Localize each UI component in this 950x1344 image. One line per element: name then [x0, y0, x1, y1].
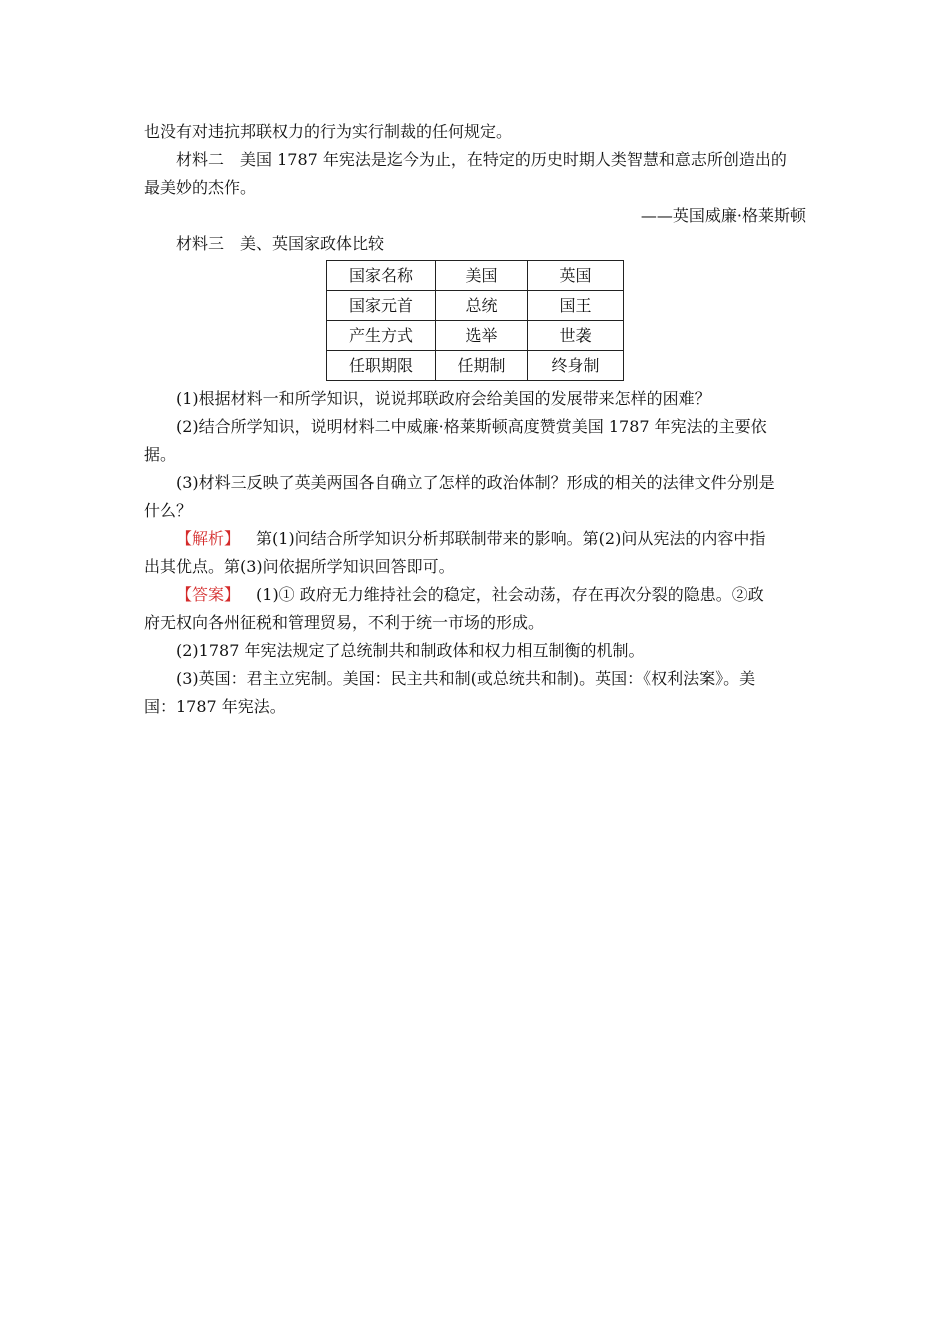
table-cell: 选举: [436, 321, 528, 351]
table-cell: 终身制: [528, 351, 624, 381]
table-cell: 任职期限: [327, 351, 436, 381]
table-cell: 产生方式: [327, 321, 436, 351]
table-cell: 世袭: [528, 321, 624, 351]
table-row: [327, 321, 624, 351]
comparison-table: [326, 260, 624, 381]
material1-tail: 也没有对违抗邦联权力的行为实行制裁的任何规定。: [144, 122, 513, 141]
question-1: (1)根据材料一和所学知识，说说邦联政府会给美国的发展带来怎样的困难？: [176, 389, 711, 408]
table-cell: 国王: [528, 291, 624, 321]
table-row: [327, 291, 624, 321]
table-row: [327, 261, 624, 291]
question-3-line1: (3)材料三反映了英美两国各自确立了怎样的政治体制？形成的相关的法律文件分别是: [176, 473, 775, 492]
material2-source: ——英国威廉·格莱斯顿: [640, 206, 806, 225]
material2-line2: 最美妙的杰作。: [144, 178, 257, 197]
material2-label: 材料二: [176, 150, 225, 169]
material2-line1: [144, 146, 806, 174]
table-cell: 美国: [436, 261, 528, 291]
table-row: [327, 351, 624, 381]
table-cell: 任期制: [436, 351, 528, 381]
table-cell: 国家名称: [327, 261, 436, 291]
analysis-tag: 【解析】: [176, 529, 241, 548]
material2-text: 美国 1787 年宪法是迄今为止，在特定的历史时期人类智慧和意志所创造出的: [240, 150, 787, 169]
document-page: [144, 118, 806, 721]
material3-title: 美、英国家政体比较: [240, 234, 385, 253]
answer-1-line2: 府无权向各州征税和管理贸易，不利于统一市场的形成。: [144, 613, 545, 632]
material3-heading: [144, 230, 806, 258]
answer-2: (2)1787 年宪法规定了总统制共和制政体和权力相互制衡的机制。: [176, 641, 645, 660]
answer-tag: 【答案】: [176, 585, 241, 604]
table-cell: 英国: [528, 261, 624, 291]
answer-text: (1)① 政府无力维持社会的稳定，社会动荡，存在再次分裂的隐患。②政: [256, 585, 764, 604]
question-2-line2: 据。: [144, 445, 177, 464]
table-cell: 总统: [436, 291, 528, 321]
question-3-line2: 什么？: [144, 501, 193, 520]
answer-line1: [144, 581, 806, 609]
answer-3-line2: 国：1787 年宪法。: [144, 697, 286, 716]
analysis-line2: 出其优点。第(3)问依据所学知识回答即可。: [144, 557, 455, 576]
analysis-text: 第(1)问结合所学知识分析邦联制带来的影响。第(2)问从宪法的内容中指: [256, 529, 766, 548]
material3-label: 材料三: [176, 234, 225, 253]
analysis-line1: [144, 525, 806, 553]
answer-3-line1: (3)英国：君主立宪制。美国：民主共和制(或总统共和制)。英国：《权利法案》。美: [176, 669, 756, 688]
table-cell: 国家元首: [327, 291, 436, 321]
question-2-line1: (2)结合所学知识，说明材料二中威廉·格莱斯顿高度赞赏美国 1787 年宪法的主要依: [176, 417, 767, 436]
